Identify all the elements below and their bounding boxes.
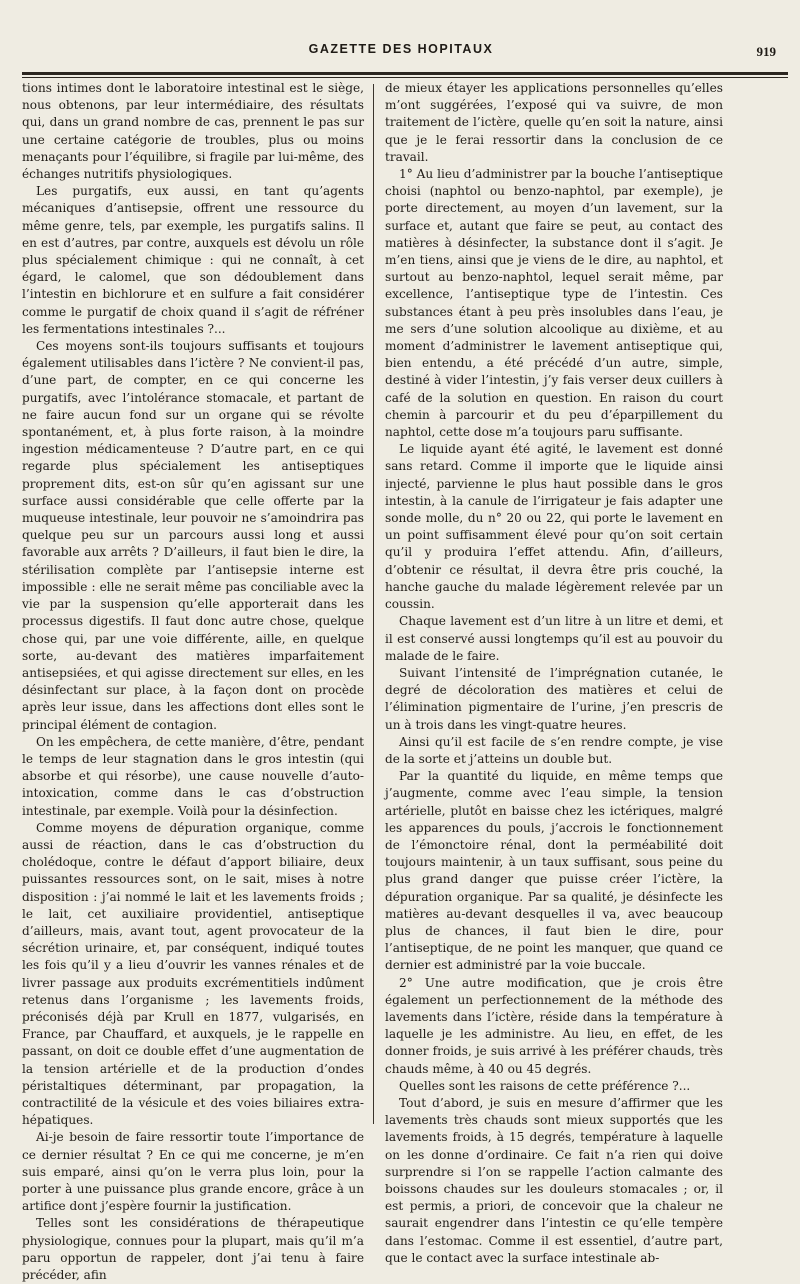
running-title: GAZETTE DES HOPITAUX xyxy=(308,42,494,56)
page-header xyxy=(22,42,780,64)
paragraph: Ai-je besoin de faire ressortir toute l’importance de ce dernier résultat ? En ce qui me concerne, je m’en suis emparé, ainsi qu’on le verra plus loin, pour la porter à une puissance plus grande encore, grâce à un artifice dont j’espère fournir la justification. xyxy=(22,1130,364,1214)
paragraph: Ces moyens sont-ils toujours suffisants et toujours également utilisables dans l’ictère ? Ne convient-il pas, d’une part, de compter, en ce qui concerne les purgatifs, avec l’intolérance stomacale, et partant de ne faire aucun fond sur un organe qui se révolte spontanément, et, à plus forte raison, à la moindre ingestion médicamenteuse ? D’autre part, en ce qui regarde plus spécialement les antiseptiques proprement dits, est-on sûr qu’en agissant sur une surface aussi considérable que celle offerte par la muqueuse intestinale, leur pouvoir ne s’amoindrira pas quelque peu sur un parcours aussi long et aussi favorable aux arrêts ? D’ailleurs, il faut bien le dire, la stérilisation complète par l’antisepsie interne est impossible : elle ne serait même pas conciliable avec la vie par la suspension qu’elle apporterait dans les processus digestifs. Il faut donc autre chose, quelque chose qui, par une voie différente, aille, en quelque sorte, au-devant des matières imparfaitement antisepsiées, et qui agisse directement sur elles, en les désinfectant sur place, à la façon dont on procède après leur issue, dans les affections dont elles sont le principal élément de contagion. xyxy=(22,339,364,732)
header-rule-thick xyxy=(22,72,788,75)
paragraph: Par la quantité du liquide, en même temps que j’augmente, comme avec l’eau simple, la tension artérielle, plutôt en baisse chez les ictériques, malgré les apparences du pouls, j’accrois le fonctionnement de l’émonctoire rénal, dont la perméabilité doit toujours maintenir, à un taux suffisant, sous peine du plus grand danger que puisse créer l’ictère, la dépuration organique. Par sa qualité, je désinfecte les matières au-devant desquelles il va, avec beaucoup plus de chances, il faut bien le dire, pour l’antiseptique, de ne point les manquer, que quand ce dernier est administré par la voie buccale. xyxy=(385,769,723,973)
header-rule-thin xyxy=(22,77,788,78)
column-divider xyxy=(373,84,374,1124)
paragraph: Tout d’abord, je suis en mesure d’affirmer que les lavements très chauds sont mieux supportés que les lavements froids, à 15 degrés, température à laquelle on les donne d’ordinaire. Ce fait n’a rien qui doive surprendre si l’on se rappelle l’action calmante des boissons chaudes sur les douleurs stomacales ; or, il est permis, a priori, de concevoir que la chaleur ne saurait engendrer dans l’intestin ce qu’elle tempère dans l’estomac. Comme il est essentiel, d’autre part, que le contact avec la surface intestinale ab- xyxy=(385,1095,723,1265)
right-column xyxy=(385,80,723,1265)
paragraph: Les purgatifs, eux aussi, en tant qu’agents mécaniques d’antisepsie, offrent une ressource du même genre, tels, par exemple, les purgatifs salins. Il en est d’autres, par contre, auxquels est dévolu un rôle plus spécialement chimique : qui ne connaît, à cet égard, le calomel, que son dédoublement dans l’intestin en bichlorure et en sulfure a fait considérer comme le purgatif de choix quand il s’agit de réfréner les fermentations intestinales ?... xyxy=(22,184,364,336)
paragraph: Ainsi qu’il est facile de s’en rendre compte, je vise de la sorte et j’atteins un double but. xyxy=(385,734,723,766)
paragraph: Quelles sont les raisons de cette préférence ?... xyxy=(399,1078,691,1093)
paragraph: Comme moyens de dépuration organique, comme aussi de réaction, dans le cas d’obstruction du cholédoque, contre le défaut d’apport biliaire, deux puissantes ressources sont, on le sait, mises à notre disposition : j’ai nommé le lait et les lavements froids ; le lait, cet auxiliaire providentiel, antiseptique d’ailleurs, mais, avant tout, agent provocateur de la sécrétion urinaire, et, par conséquent, indiqué toutes les fois qu’il y a lieu d’ouvrir les vannes rénales et de livrer passage aux produits excrémentitiels indûment retenus dans l’organisme ; les lavements froids, préconisés déjà par Krull en 1877, vulgarisés, en France, par Chauffard, et auxquels, je le rappelle en passant, on doit ce double effet d’une augmentation de la tension artérielle et de la production d’ondes péristaltiques déterminant, par propagation, la contractilité de la vésicule et des voies biliaires extra-hépatiques. xyxy=(22,820,364,1128)
paragraph: On les empêchera, de cette manière, d’être, pendant le temps de leur stagnation dans le gros intestin (qui absorbe et qui résorbe), une cause nouvelle d’auto-intoxication, comme dans le cas d’obstruction intestinale, par exemple. Voilà pour la désinfection. xyxy=(22,734,364,818)
left-column xyxy=(22,80,364,1283)
paragraph: 2° Une autre modification, que je crois être également un perfectionnement de la méthode des lavements dans l’ictère, réside dans la température à laquelle je les administre. Au lieu, en effet, de les donner froids, je suis arrivé à les préférer chauds, très chauds même, à 40 ou 45 degrés. xyxy=(385,975,723,1076)
paragraph: de mieux étayer les applications personnelles qu’elles m’ont suggérées, l’exposé qui va suivre, de mon traitement de l’ictère, quelle qu’en soit la nature, ainsi que je le ferai ressortir dans la conclusion de ce travail. xyxy=(385,81,723,164)
paragraph: Le liquide ayant été agité, le lavement est donné sans retard. Comme il importe que le liquide ainsi injecté, parvienne le plus haut possible dans le gros intestin, à la canule de l’irrigateur je fais adapter une sonde molle, du n° 20 ou 22, qui porte le lavement en un point suffisamment élevé pour qu’on soit certain qu’il y produira l’effet attendu. Afin, d’ailleurs, d’obtenir ce résultat, il devra être pris couché, la hanche gauche du malade légèrement relevée par un coussin. xyxy=(385,442,723,612)
page-number: 919 xyxy=(756,44,776,59)
paragraph: 1° Au lieu d’administrer par la bouche l’antiseptique choisi (naphtol ou benzo-naphtol, par exemple), je porte directement, au moyen d’un lavement, sur la surface et, autant que faire se peut, au contact des matières à désinfecter, la substance dont il s’agit. Je m’en tiens, ainsi que je viens de le dire, au naphtol, et surtout au benzo-naphtol, lequel serait même, par excellence, l’antiseptique type de l’intestin. Ces substances étant à peu près insolubles dans l’eau, je me sers d’une solution alcoolique au dixième, et au moment d’administrer le lavement antiseptique qui, bien entendu, a été précédé d’un autre, simple, destiné à vider l’intestin, j’y fais verser deux cuillers à café de la solution en question. En raison du court chemin à parcourir et du peu d’éparpillement du naphtol, cette dose m’a toujours paru suffisante. xyxy=(385,167,723,440)
paragraph: Telles sont les considérations de thérapeutique physiologique, connues pour la plupart, mais qu’il m’a paru opportun de rappeler, dont j’ai tenu à faire précéder, afin xyxy=(22,1216,364,1283)
paragraph: tions intimes dont le laboratoire intestinal est le siège, nous obtenons, par leur intermédiaire, des résultats qui, dans un grand nombre de cas, prennent le pas sur une certaine catégorie de troubles, plus ou moins menaçants pour l’équilibre, si fragile par lui-même, des échanges nutritifs physiologiques. xyxy=(22,81,364,182)
paragraph: Suivant l’intensité de l’imprégnation cutanée, le degré de décoloration des matières et celui de l’élimination pigmentaire de l’urine, j’en prescris de un à trois dans les vingt-quatre heures. xyxy=(385,665,723,732)
paragraph: Chaque lavement est d’un litre à un litre et demi, et il est conservé aussi longtemps qu’il est au pouvoir du malade de le faire. xyxy=(385,614,723,663)
